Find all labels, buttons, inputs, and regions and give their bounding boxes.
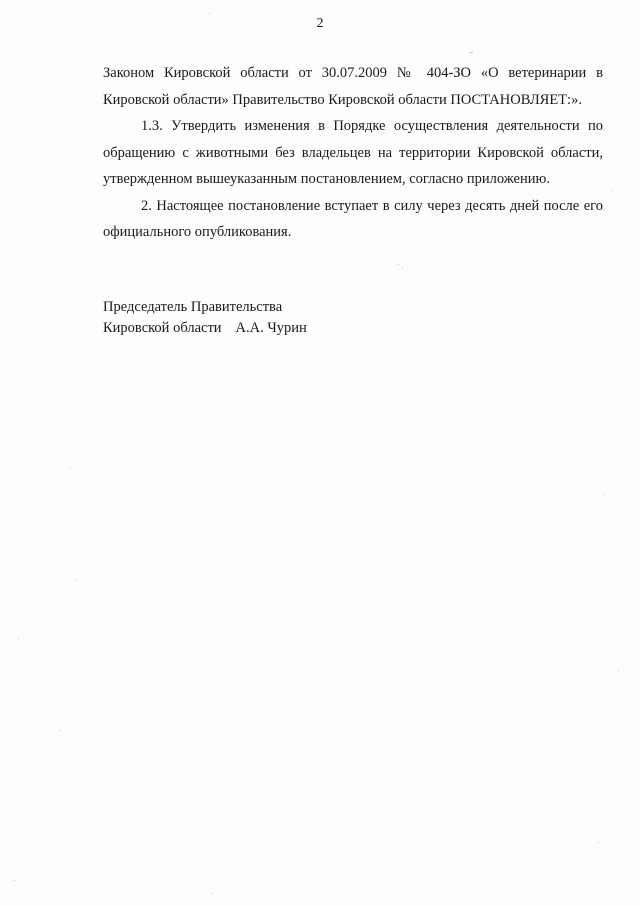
scan-speck xyxy=(18,638,19,639)
scan-speck xyxy=(76,580,77,581)
signatory-region: Кировской области xyxy=(103,320,222,336)
scan-speck xyxy=(470,52,473,53)
document-body xyxy=(103,60,603,246)
scan-speck xyxy=(14,880,15,881)
signature-block xyxy=(103,297,307,339)
scan-speck xyxy=(603,494,604,495)
scan-speck xyxy=(209,13,210,14)
scan-speck xyxy=(212,893,213,894)
scan-speck xyxy=(598,842,599,843)
scan-speck xyxy=(618,670,619,671)
signatory-title: Председатель Правительства xyxy=(103,299,283,315)
paragraph-item-1-3: 1.3. Утвердить изменения в Порядке осуществления деятельности по обращению с животными без владельцев на территории Кировской области, утвержденном вышеуказанным постановлением, согласно приложению. xyxy=(103,118,603,187)
signatory-name: А.А. Чурин xyxy=(235,320,307,336)
scan-speck xyxy=(60,730,61,731)
scan-speck xyxy=(402,268,403,269)
scan-speck xyxy=(612,190,613,191)
page-number: 2 xyxy=(316,16,324,31)
paragraph-continuation: Законом Кировской области от 30.07.2009 № 404-ЗО «О ветеринарии в Кировской области» Правительство Кировской области ПОСТАНОВЛЯЕТ:». xyxy=(103,65,603,108)
paragraph-item-2: 2. Настоящее постановление вступает в силу через десять дней после его официального опубликования. xyxy=(103,197,603,240)
scan-speck xyxy=(70,468,71,469)
scan-speck xyxy=(398,264,399,265)
